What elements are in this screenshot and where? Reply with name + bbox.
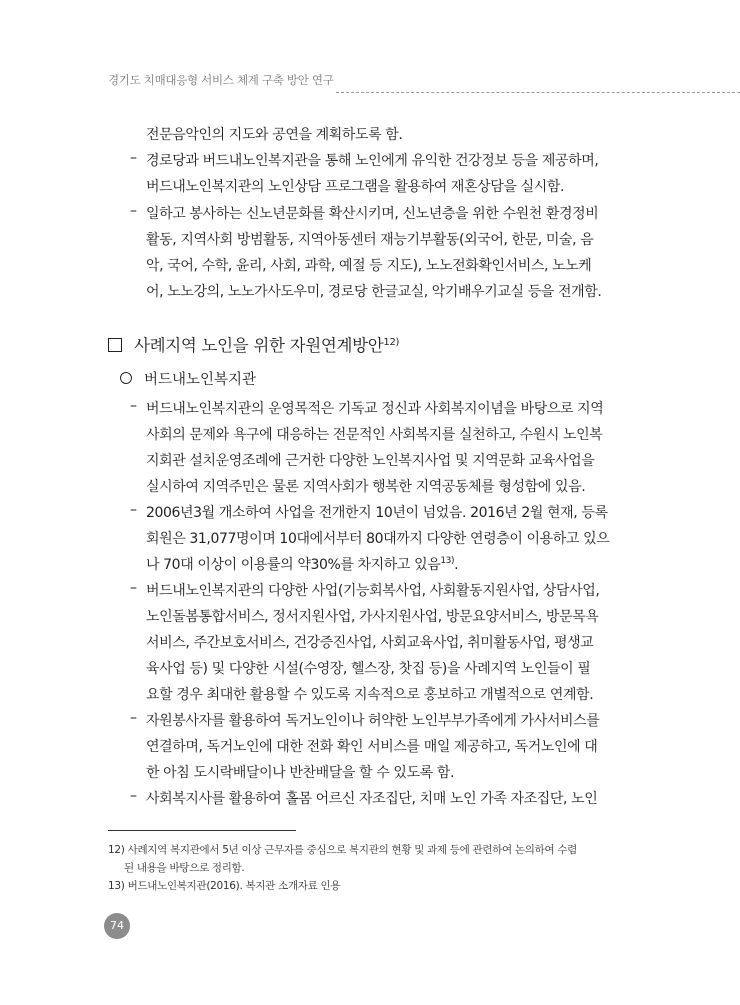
text-line: 연결하며, 독거노인에 대한 전화 확인 서비스를 매일 제공하고, 독거노인에 대: [146, 739, 598, 755]
footnote: 된 내용을 바탕으로 정리함.: [124, 862, 245, 874]
text-line: 경로당과 버드내노인복지관을 통해 노인에게 유익한 건강정보 등을 제공하며,: [146, 153, 599, 169]
subsection-heading-text: 버드내노인복지관: [144, 372, 257, 388]
text-line: 육사업 등) 및 다양한 시설(수영장, 헬스장, 찻집 등)을 사례지역 노인들이 필: [146, 661, 591, 677]
subsection-heading: [120, 368, 256, 389]
dash-bullet: –: [130, 398, 137, 414]
footnote: 12) 사례지역 복지관에서 5년 이상 근무자를 중심으로 복지관의 현황 및 과제 등에 관련하여 논의하여 수렴: [108, 844, 578, 856]
text-line-part: .: [454, 557, 459, 573]
page-number: 74: [104, 913, 130, 939]
text-line: 일하고 봉사하는 신노년문화를 확산시키며, 신노년층을 위한 수원천 환경정비: [146, 206, 599, 222]
text-line: 서비스, 주간보호서비스, 건강증진사업, 사회교육사업, 취미활동사업, 평생교: [146, 635, 594, 651]
dash-bullet: –: [130, 150, 137, 166]
section-heading: [108, 332, 399, 356]
text-line-part: 나 70대 이상이 이용률의 약30%를 차지하고 있음: [146, 557, 441, 573]
square-bullet-icon: [108, 338, 122, 352]
text-line: 한 아침 도시락배달이나 반찬배달을 할 수 있도록 함.: [146, 765, 455, 781]
text-line: 악, 국어, 수학, 윤리, 사회, 과학, 예절 등 지도), 노노전화확인서비스, 노노케: [146, 258, 592, 274]
text-line: 전문음악인의 지도와 공연을 계획하도록 함.: [146, 127, 403, 143]
text-line: 어, 노노강의, 노노가사도우미, 경로당 한글교실, 악기배우기교실 등을 전개함.: [146, 284, 602, 300]
text-line: 활동, 지역사회 방범활동, 지역아동센터 재능기부활동(외국어, 한문, 미술, 음: [146, 232, 594, 248]
section-heading-text: 사례지역 노인을 위한 자원연계방안: [134, 336, 384, 355]
header-divider: [336, 92, 740, 93]
text-line: 사회의 문제와 욕구에 대응하는 전문적인 사회복지를 실천하고, 수원시 노인복: [146, 427, 603, 443]
footnote-divider: [108, 830, 296, 831]
text-line: 버드내노인복지관의 노인상담 프로그램을 활용하여 재혼상담을 실시함.: [146, 179, 565, 195]
text-line: 자원봉사자를 활용하여 독거노인이나 허약한 노인부부가족에게 가사서비스를: [146, 713, 600, 729]
dash-bullet: –: [130, 502, 137, 518]
dash-bullet: –: [130, 788, 137, 804]
text-line: 요할 경우 최대한 활용할 수 있도록 지속적으로 홍보하고 개별적으로 연계함.: [146, 687, 594, 703]
dash-bullet: –: [130, 710, 137, 726]
footnote-ref: 13): [440, 556, 455, 566]
text-line: 버드내노인복지관의 다양한 사업(기능회복사업, 사회활동지원사업, 상담사업,: [146, 583, 600, 599]
text-line: 2006년3월 개소하여 사업을 전개한지 10년이 넘었음. 2016년 2월 현재, 등록: [146, 505, 608, 521]
footnote-ref: 12): [383, 337, 400, 348]
dash-bullet: –: [130, 203, 137, 219]
circle-bullet-icon: [120, 372, 132, 384]
text-line: 회원은 31,077명이며 10대에서부터 80대까지 다양한 연령층이 이용하고 있으: [146, 531, 610, 547]
text-line: 사회복지사를 활용하여 홀몸 어르신 자조집단, 치매 노인 가족 자조집단, 노인: [146, 791, 598, 807]
text-line: 버드내노인복지관의 운영목적은 기독교 정신과 사회복지이념을 바탕으로 지역: [146, 401, 604, 417]
footnote: 13) 버드내노인복지관(2016). 복지관 소개자료 인용: [108, 880, 341, 892]
dash-bullet: –: [130, 580, 137, 596]
text-line: 지회관 설치운영조례에 근거한 다양한 노인복지사업 및 지역문화 교육사업을: [146, 453, 595, 469]
running-header: 경기도 치매대응형 서비스 체계 구축 방안 연구: [108, 73, 334, 87]
text-line: 노인돌봄통합서비스, 정서지원사업, 가사지원사업, 방문요양서비스, 방문목욕: [146, 609, 599, 625]
text-line: [146, 554, 458, 574]
text-line: 실시하여 지역주민은 물론 지역사회가 행복한 지역공동체를 형성함에 있음.: [146, 479, 586, 495]
